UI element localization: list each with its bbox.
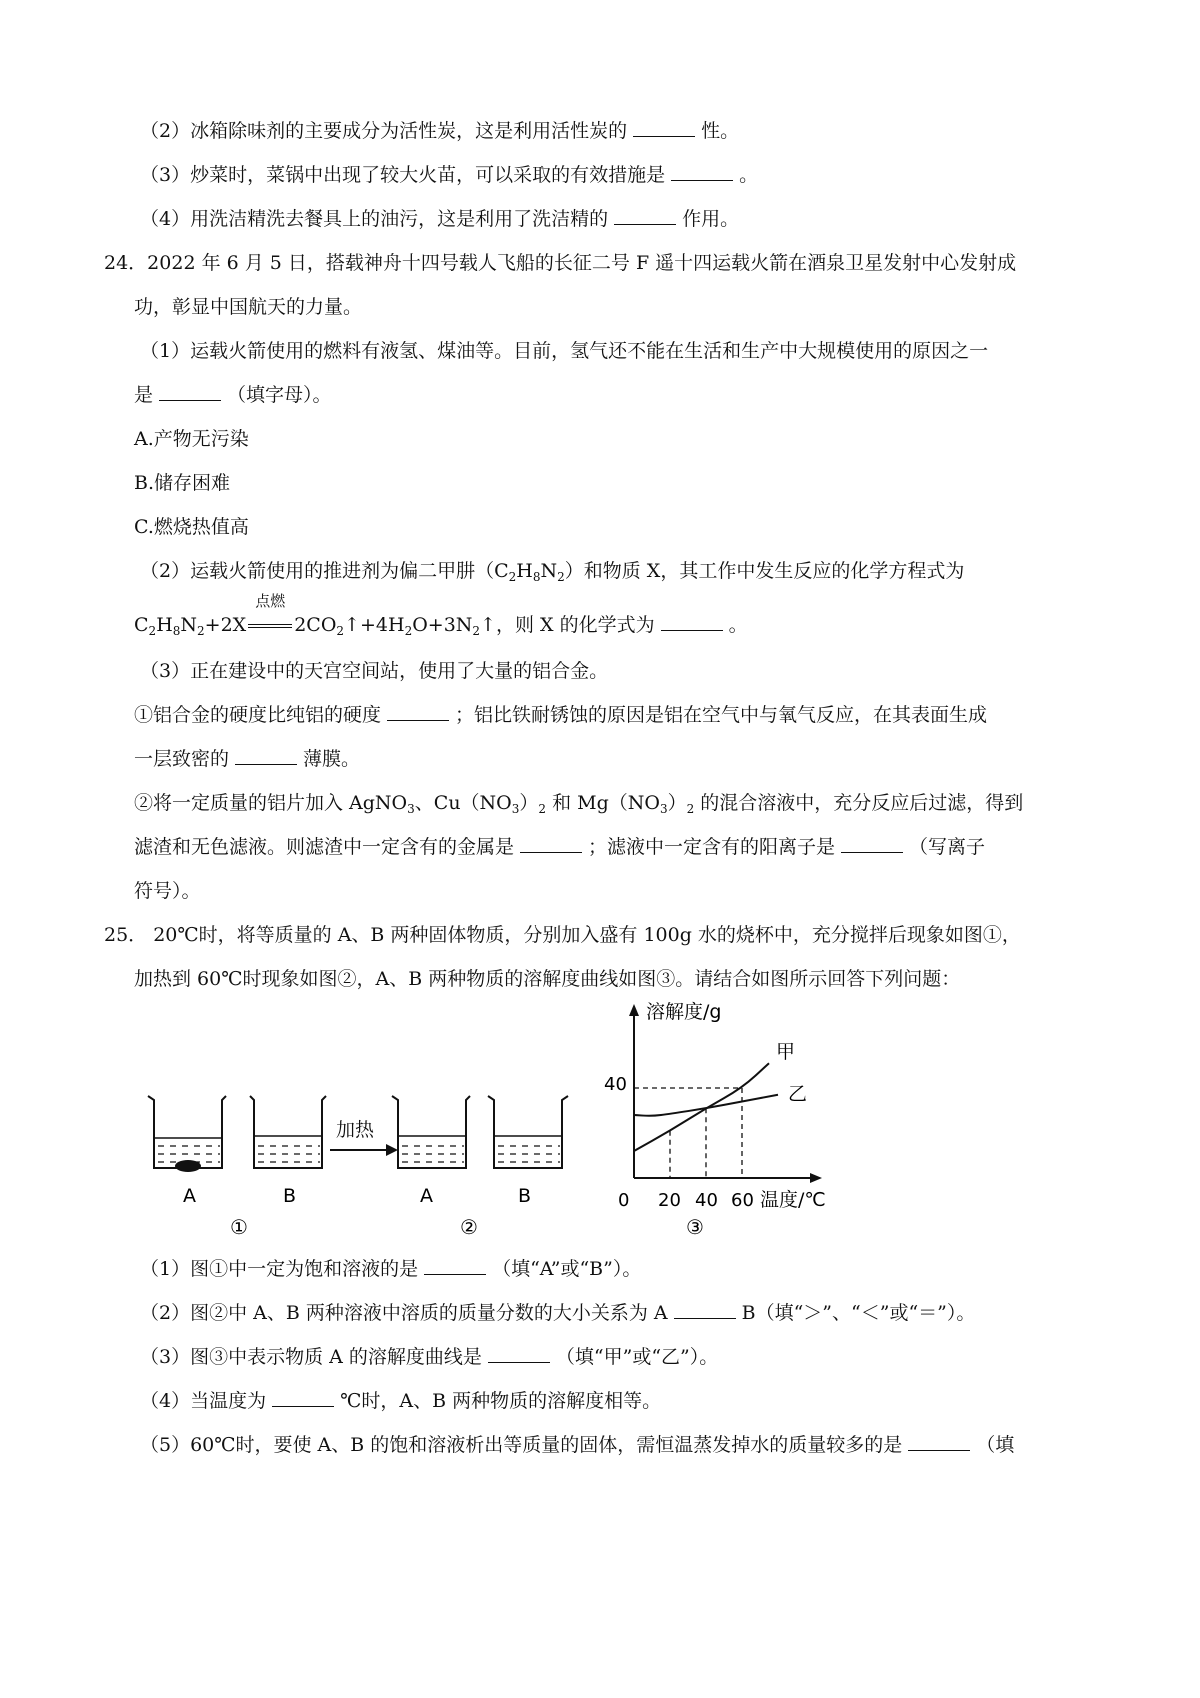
answer-blank[interactable] — [159, 383, 221, 401]
answer-blank[interactable] — [841, 835, 903, 853]
q23-part3: （3）炒菜时，菜锅中出现了较大火苗，可以采取的有效措施是 。 — [140, 164, 759, 186]
x-axis-label: 温度/℃ — [760, 1189, 826, 1211]
undissolved-solid — [175, 1160, 201, 1172]
answer-blank[interactable] — [387, 703, 449, 721]
beaker-a-fig2 — [392, 1096, 470, 1168]
x-tick-label: 60 — [731, 1190, 754, 1211]
q24-part3-a-line1: ①铝合金的硬度比纯铝的硬度 ；铝比铁耐锈蚀的原因是铝在空气中与氧气反应，在其表面生成 — [134, 704, 988, 726]
answer-blank[interactable] — [235, 747, 297, 765]
heating-arrow — [330, 1144, 398, 1156]
beaker-a-fig1 — [148, 1096, 226, 1168]
y-axis-label: 溶解度/g — [646, 1001, 722, 1023]
q24-option-c: C.燃烧热值高 — [134, 516, 249, 538]
q25-stem-line2: 加热到 60℃时现象如图②，A、B 两种物质的溶解度曲线如图③。请结合如图所示回答下列问题： — [134, 968, 961, 990]
figure-1-label: ① — [230, 1215, 248, 1239]
x-tick-label: 0 — [618, 1190, 630, 1211]
arrow-label: 加热 — [336, 1119, 375, 1141]
q25-part2: （2）图②中 A、B 两种溶液中溶质的质量分数的大小关系为 A B（填“＞”、“＜”或“＝”）。 — [140, 1302, 976, 1324]
q24-chemical-equation: $C_2H_8N_2+2X$ 点燃 $2CO_2↑+4H_2O+3N_2↑$，则 X 的化学式为 。 — [134, 592, 748, 638]
q24-stem-line2: 功，彰显中国航天的力量。 — [134, 296, 363, 318]
curve-yi-label: 乙 — [788, 1083, 808, 1105]
beaker-label: A — [420, 1185, 433, 1207]
q24-part3-b-line1: ②将一定质量的铝片加入 AgNO$_3$、$Cu(NO_3)_2$ 和 $Mg(NO_3)_2$ 的混合溶液中，充分反应后过滤，得到 — [134, 792, 1024, 816]
curve-jia — [634, 1063, 769, 1151]
q24-option-a: A.产物无污染 — [134, 428, 249, 450]
answer-blank[interactable] — [661, 613, 723, 631]
x-tick-label: 40 — [695, 1190, 718, 1211]
q25-part4: （4）当温度为 ℃时，A、B 两种物质的溶解度相等。 — [140, 1390, 662, 1412]
q24-part3-b-line2: 滤渣和无色滤液。则滤渣中一定含有的金属是 ；滤液中一定含有的阳离子是 （写离子 — [134, 836, 986, 858]
q24-part3: （3）正在建设中的天宫空间站，使用了大量的铝合金。 — [140, 660, 609, 682]
q24-part2-line1: （2）运载火箭使用的推进剂为偏二甲肼$(C_2H_8N_2)$和物质 X，其工作中发生反应的化学方程式为 — [140, 560, 965, 584]
answer-blank[interactable] — [272, 1389, 334, 1407]
curve-jia-label: 甲 — [776, 1041, 796, 1063]
beaker-label: B — [283, 1185, 297, 1207]
answer-blank[interactable] — [671, 163, 733, 181]
answer-blank[interactable] — [488, 1345, 550, 1363]
q25-stem-line1: 25． 20℃时，将等质量的 A、B 两种固体物质，分别加入盛有 100g 水的烧杯中，充分搅拌后现象如图①， — [104, 924, 1021, 946]
q24-option-b: B.储存困难 — [134, 472, 231, 494]
q25-part3: （3）图③中表示物质 A 的溶解度曲线是 （填“甲”或“乙”）。 — [140, 1346, 719, 1368]
figure-3-label: ③ — [686, 1215, 704, 1239]
figure-2-label: ② — [460, 1215, 478, 1239]
answer-blank[interactable] — [633, 119, 695, 137]
beaker-label: A — [183, 1185, 196, 1207]
reaction-arrow: 点燃 — [246, 614, 294, 636]
answer-blank[interactable] — [520, 835, 582, 853]
answer-blank[interactable] — [674, 1301, 736, 1319]
q24-part3-b-line3: 符号）。 — [134, 880, 201, 902]
y-tick-label: 40 — [604, 1074, 627, 1095]
q24-stem-line1: 24．2022 年 6 月 5 日，搭载神舟十四号载人飞船的长征二号 F 遥十四运载火箭在酒泉卫星发射中心发射成 — [104, 252, 1017, 274]
q25-figure — [140, 1001, 840, 1338]
q25-part5: （5）60℃时，要使 A、B 的饱和溶液析出等质量的固体，需恒温蒸发掉水的质量较多的是 （填 — [140, 1434, 1015, 1456]
beaker-b-fig1 — [250, 1096, 326, 1168]
q23-part4: （4）用洗洁精洗去餐具上的油污，这是利用了洗洁精的 作用。 — [140, 208, 740, 230]
q24-part1-line2: 是 （填字母）。 — [134, 384, 332, 406]
q24-part3-a-line2: 一层致密的 薄膜。 — [134, 748, 361, 770]
y-axis-arrow — [629, 1004, 639, 1016]
solubility-chart — [604, 1001, 826, 1239]
beaker-label: B — [518, 1185, 532, 1207]
answer-blank[interactable] — [424, 1257, 486, 1275]
q24-part1-line1: （1）运载火箭使用的燃料有液氢、煤油等。目前，氢气还不能在生活和生产中大规模使用的原因之一 — [140, 340, 989, 362]
x-axis-arrow — [810, 1173, 822, 1183]
q23-part2: （2）冰箱除味剂的主要成分为活性炭，这是利用活性炭的 性。 — [140, 120, 740, 142]
answer-blank[interactable] — [614, 207, 676, 225]
answer-blank[interactable] — [908, 1433, 970, 1451]
figure-svg — [140, 1001, 840, 1338]
beaker-b-fig2 — [488, 1096, 568, 1168]
q25-part1: （1）图①中一定为饱和溶液的是 （填“A”或“B”）。 — [140, 1258, 642, 1280]
x-tick-label: 20 — [658, 1190, 681, 1211]
